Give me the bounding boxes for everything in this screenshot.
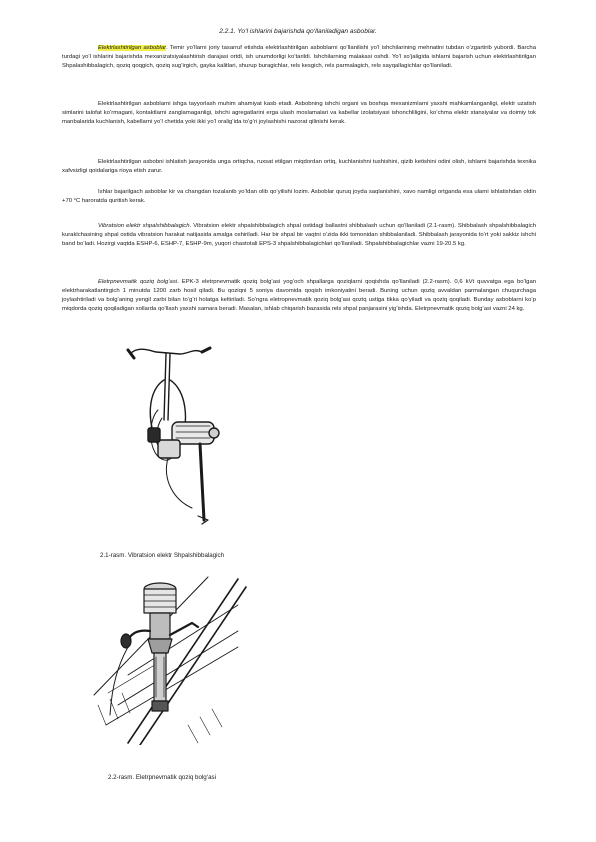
figure-pneumatic-hammer-drawing [88, 575, 248, 745]
paragraph-electric-tools [62, 44, 536, 71]
paragraph-text: . Temir yo‘llarni joriy tasarruf etishda elektrlashtirilgan asboblarni qo‘llanilishi yo‘l ishchilarining mehnatini tubdan o‘zgartirib yubordi. Barcha turdagi yo‘l ishlarini bajarishda mexanizatsiyalashtirish darajasi ortdi, ish unumdorligi ko‘tarildi. Ishchilarning malakasi oshdi. Yo‘l xo‘jaligida ishlarni bajarish uchun elektrlashtirilgan Shpalashibbalagich, qoziq qoqgich, qoziq sug‘irgich, gayka kalitlari, shurup buragichlar, rels kesgich, rels parmalagich, rels sayqallagichlar qo‘llaniladi. [62, 45, 536, 69]
highlighted-term: Elektrlashtirilgan asboblar [98, 45, 167, 51]
paragraph-tool-usage [62, 158, 536, 176]
paragraph-tool-preparation [62, 100, 536, 127]
paragraph-text: . Vibratsion elektr shpalshibbalagich shpal ostidagi ballastni shibbalash uchun qo‘llaniladi (2.1-rasm). Shibbalash shpalshibbalagich kuraklchasining shpal ostida vibratsion harakat natijasida amalga oshiriladi. Har bir shpal bir vaqtni o‘zida ikki tomonidan shibbalaniladi. Shibbalash jarayonida to‘rt yoki sakkiz ishchi band bo‘ladi. Hozirgi vaqtda ESHP-6, ESHP-7, ESHP-9m, yuqori chastotali EPS-3 shpalshibbalagichlari qo‘llaniladi. Shpalshibbalagichlar vazni 19-20.5 kg. [62, 223, 536, 247]
paragraph-tool-storage [62, 188, 536, 206]
italic-term: Vibratsion elektr shpalshibbalagich [98, 223, 190, 229]
figure-vibration-tamper-drawing [118, 340, 228, 525]
figure-caption-2-1: 2.1-rasm. Vibratsion elektr Shpalshibbalagich [100, 552, 225, 559]
italic-term: Eletrpnevmatik qoziq bolg‘asi [98, 279, 178, 285]
paragraph-vibration-tamper [62, 222, 536, 249]
paragraph-pneumatic-hammer [62, 278, 536, 314]
paragraph-text: Elektrlashtirilgan asboblarni ishga tayyorlash muhim ahamiyat kasb etadi. Asbobning ishchi organi va boshqa mexanizmlarni yaxshi mahkamlanganligi, elektr uzatish simlarini talofat ko‘rmagani, kontaktlarni zanglamaganligi, ishchi agregatlarini erga ulash moslamalari va kabellar izolatsiyasi ishonchliligini, ko‘chma elektr stansiyalar va doimiy tok manbalarida kuchlanish, kabellarni yo‘l chetida yoki ikki yo‘l oralig‘ida to‘g‘ri joylashishi nazorat qilinishi kerak. [62, 101, 536, 125]
section-title: 2.2.1. Yo‘l ishlarini bajarishda qo‘llaniladigan asboblar. [219, 28, 377, 35]
paragraph-text: Ishlar bajarilgach asboblar kir va changdan tozalanib yo‘ldan olib qo‘yilishi lozim. Asboblar quruq joyda saqlanishini, xavo namligi ortganda esa ularni ishlatishdan oldin +70 °C haroratda quritish kerak. [62, 189, 536, 204]
paragraph-text: Elektrlashtirilgan asbobni ishlatish jarayonida unga ortiqcha, ruxsat etilgan miqdordan ortiq, kuchlanishni tushishini, qizib ketishini odini olish, ishlarni bajarishda texnika xafvsizligi qoidalariga rioya etish zarur. [62, 159, 536, 174]
paragraph-text: . EPK-3 eletrpnevmatik qoziq bolg‘asi yog‘och shpallarga qoziqlarni qoqishda qo‘llaniladi (2.2-rasm). 0,6 kVt quvvatga ega bo‘lgan elektrharakatlantirgich 1 minutda 1200 zarb hosil qiladi. Bu qoziqni 5 soniya davomida qoqish imkoniyatini beradi. Buning uchun qoziq avvaldan parmalangan chuqurchaga joylashtiriladi va bolg‘aning yengil zarbi bilan to‘g‘ri holatga keltiriladi. So‘ngra eletropnevmatik qoziq bolg‘asi qoziq ustiga tikka qo‘yiladi va qoziq qoqiladi. Bunday asboblarni ko‘p miqdorda qoziq qoqiladigan xollarda qo‘llash yaxshi samara beradi. Masalan, ishlab chiqarish bazasida rels shpal panjarasini yig‘ishda. Eletrpnevmatik qoziq bolg‘asi vazni 24 kg. [62, 279, 536, 312]
figure-caption-2-2: 2.2-rasm. Eletrpnevmatik qoziq bolg‘asi [108, 774, 216, 781]
